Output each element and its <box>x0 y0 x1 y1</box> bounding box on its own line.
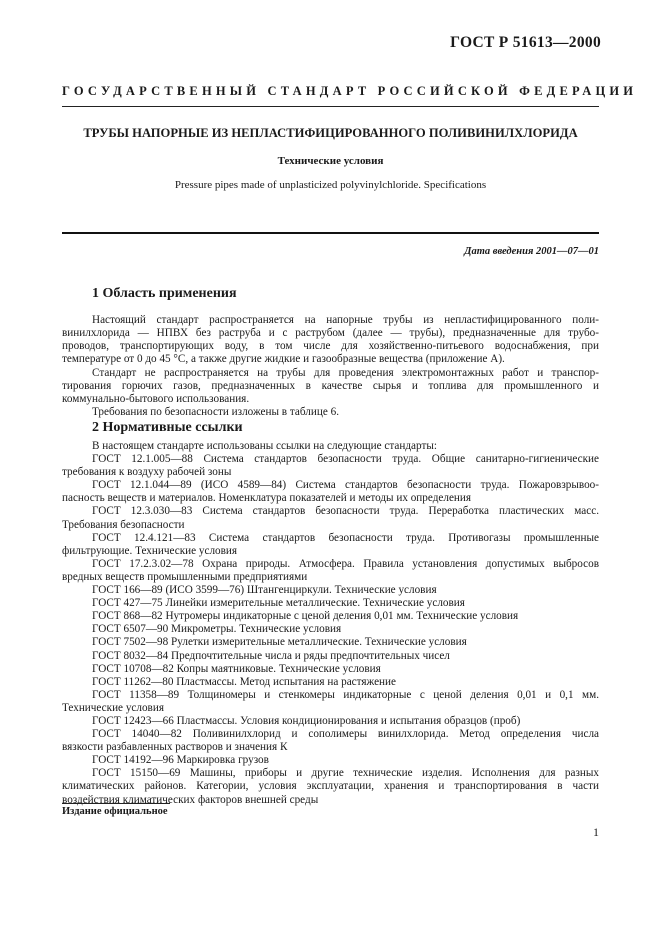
standard-id: ГОСТ Р 51613—2000 <box>450 34 601 51</box>
reference-line: ГОСТ 11358—89 Толщиномеры и стенкомеры индикаторные с ценой деления 0,01 и 0,1 мм. <box>92 688 599 701</box>
page-number: 1 <box>593 825 599 839</box>
reference-line: ГОСТ 17.2.3.02—78 Охрана природы. Атмосфера. Правила установления допустимых выбросов <box>92 557 599 570</box>
reference-line: ГОСТ 12.1.005—88 Система стандартов безопасности труда. Общие санитарно-гигиенические <box>92 453 599 466</box>
reference-line: ГОСТ 12.3.030—83 Система стандартов безопасности труда. Переработка пластических масс. <box>92 505 599 518</box>
normative-references-list <box>62 440 599 807</box>
section-1-paragraph-3 <box>62 406 599 419</box>
reference-line: вязкости разбавленных растворов и значения К <box>62 741 288 754</box>
text-line: тирования горючих газов, предназначенных в качестве сырья и топлива для промышленного и <box>62 380 599 393</box>
reference-line: ГОСТ 8032—84 Предпочтительные числа и ряды предпочтительных чисел <box>92 649 450 662</box>
section-2-heading: 2 Нормативные ссылки <box>92 420 243 435</box>
text-line: Стандарт не распространяется на трубы для проведения электромонтажных работ и транспор- <box>92 367 599 379</box>
reference-line: ГОСТ 11262—80 Пластмассы. Метод испытания на растяжение <box>92 675 396 688</box>
english-title: Pressure pipes made of unplasticized polyvinylchloride. Specifications <box>174 179 487 191</box>
reference-line: ГОСТ 12.4.121—83 Система стандартов безопасности труда. Противогазы промышленные <box>92 531 599 544</box>
reference-line: В настоящем стандарте использованы ссылки на следующие стандарты: <box>92 440 437 452</box>
reference-line: ГОСТ 7502—98 Рулетки измерительные металлические. Технические условия <box>92 636 467 649</box>
text-line: проводов, транспортирующих воду, в том числе для хозяйственно-питьевого водоснабжения, при <box>62 340 599 353</box>
text-line: винилхлорида — НПВХ без раструба и с раструбом (далее — трубы), предназначенные для трубо- <box>62 327 599 340</box>
reference-line: климатических районов. Категории, условия эксплуатации, хранения и транспортирования в части <box>62 780 599 793</box>
reference-line: ГОСТ 12423—66 Пластмассы. Условия кондиционирования и испытания образцов (проб) <box>92 714 521 727</box>
reference-line: ГОСТ 14040—82 Поливинилхлорид и сополимеры винилхлорида. Метод определения числа <box>92 728 599 741</box>
document-subtitle: Технические условия <box>277 155 384 167</box>
text-line: температуре от 0 до 45 °С, а также другие жидкие и газообразные вещества (приложение А). <box>62 353 505 366</box>
text-line: коммунально-бытового использования. <box>62 393 250 406</box>
reference-line: ГОСТ 14192—96 Маркировка грузов <box>92 754 269 767</box>
reference-line: ГОСТ 12.1.044—89 (ИСО 4589—84) Система стандартов безопасности труда. Пожаровзрывоо- <box>92 479 599 492</box>
reference-line: Технические условия <box>62 701 164 714</box>
text-line: Настоящий стандарт распространяется на напорные трубы из непластифицированного поли- <box>92 314 599 326</box>
reference-line: ГОСТ 868—82 Нутромеры индикаторные с ценой деления 0,01 мм. Технические условия <box>92 610 519 623</box>
reference-line: пасность веществ и материалов. Номенклатура показателей и методы их определения <box>62 492 472 505</box>
document-title: ТРУБЫ НАПОРНЫЕ ИЗ НЕПЛАСТИФИЦИРОВАННОГО ПОЛИВИНИЛХЛОРИДА <box>83 126 578 140</box>
reference-line: ГОСТ 166—89 (ИСО 3599—76) Штангенциркули. Технические условия <box>92 584 437 597</box>
reference-line: ГОСТ 10708—82 Копры маятниковые. Технические условия <box>92 662 381 675</box>
reference-line: вредных веществ промышленными предприятиями <box>62 570 308 583</box>
reference-line: ГОСТ 6507—90 Микрометры. Технические условия <box>92 623 342 636</box>
section-1-paragraph-2 <box>62 367 599 406</box>
reference-line: воздействия климатических факторов внешней среды <box>62 793 319 806</box>
reference-line: Требования безопасности <box>62 518 185 531</box>
state-standard-banner: ГОСУДАРСТВЕННЫЙ СТАНДАРТ РОССИЙСКОЙ ФЕДЕРАЦИИ <box>62 84 638 98</box>
introduction-date: Дата введения 2001—07—01 <box>464 246 599 257</box>
text-line: Требования по безопасности изложены в таблице 6. <box>92 406 340 418</box>
header-rule <box>62 106 599 107</box>
section-1-heading: 1 Область применения <box>92 286 237 301</box>
section-1-paragraph-1 <box>62 314 599 366</box>
reference-line: фильтрующие. Технические условия <box>62 544 238 557</box>
reference-line: требования к воздуху рабочей зоны <box>62 466 232 479</box>
official-edition-label: Издание официальное <box>62 806 168 817</box>
reference-line: ГОСТ 427—75 Линейки измерительные металлические. Технические условия <box>92 597 465 610</box>
title-rule <box>62 232 599 234</box>
reference-line: ГОСТ 15150—69 Машины, приборы и другие технические изделия. Исполнения для разных <box>92 767 599 780</box>
footer-rule <box>62 803 170 804</box>
